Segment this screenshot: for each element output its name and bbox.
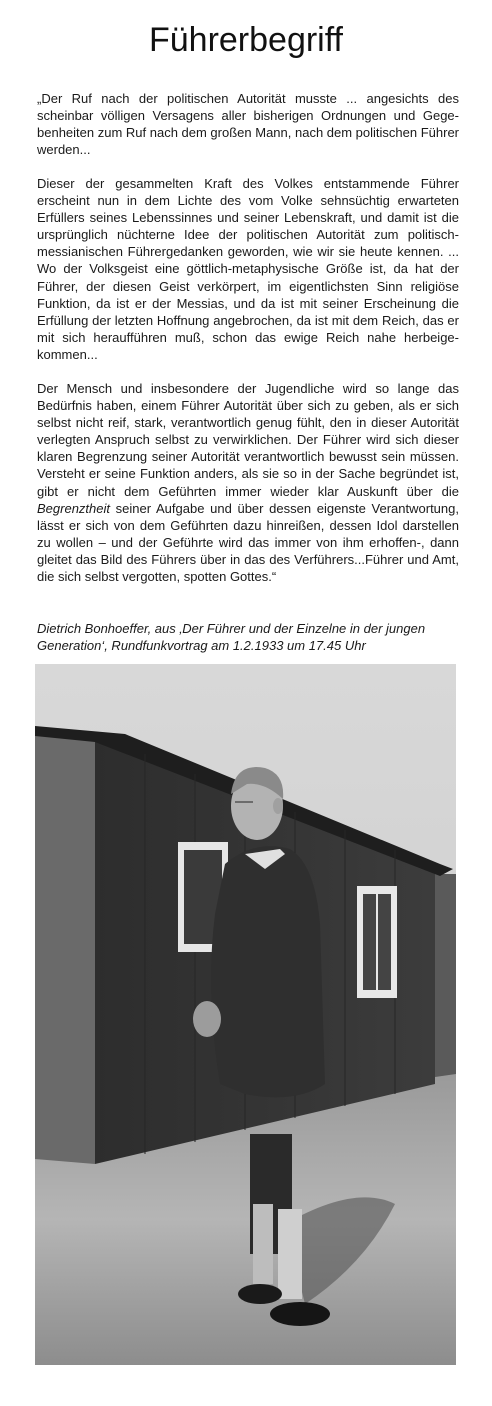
historical-photograph — [35, 664, 456, 1365]
emphasis-begrenztheit: Begrenztheit — [37, 500, 110, 516]
quote-paragraph-3-part-2: seiner Aufgabe und über dessen eigenste Verantwortung, lässt er sich von dem Geführten dazu hinreißen, dessen Idol darstellen zu wollen – und der Geführte wird das immer von ihm erhoffen-, dann gleitet das Bild des Führers über in das des Verführers...Führer und Amt, die sich selbst vergotten, spotten Gottes.“ — [37, 500, 459, 585]
photograph-illustration — [35, 664, 456, 1365]
page-title: Führerbegriff — [148, 21, 344, 59]
quote-paragraph-1: „Der Ruf nach der politischen Autorität musste ... angesichts des scheinbar völligen Versagens aller bisherigen Ordnungen und Gegebenheiten zum Ruf nach dem großen Mann, nach dem politischen Führer werden... — [37, 91, 460, 158]
quote-paragraph-3 — [37, 380, 459, 585]
source-caption: Dietrich Bonhoeffer, aus ‚Der Führer und der Einzelne in der jungen Generation‘, Rundfunkvortrag am 1.2.1933 um 17.45 Uhr — [37, 621, 426, 654]
quote-paragraph-2: Dieser der gesammelten Kraft des Volkes entstammende Führer erscheint nun in dem Lichte des vom Volke sehnsüchtig erwarteten Erfüllers seines Lebenssinnes und seiner Lebenskraft, und damit ist die ursprünglich nüchterne Idee der politischen Autorität zum politisch-messianischen Führergedanken geworden, wie wir sie heute kennen. ... Wo der Volksgeist eine göttlich-metaphysische Größe ist, da hat der Führer, der diesen Geist verkörpert, im eigentlichsten Sinn religiöse Funktion, da ist er der Messias, und da ist mit seiner Erscheinung die Erfüllung der letzten Hoffnung angebrochen, da ist mit dem Reich, das er mit sich heraufführen muß, schon das ewige Reich nahe herbeigekommen... — [37, 176, 459, 362]
quote-paragraph-3-part-1: Der Mensch und insbesondere der Jugendliche wird so lange das Bedürfnis haben, einem Führer Autorität über sich zu geben, als er sich selbst nicht reif, stark, verantwortlich genug fühlt, den in dieser Autorität verlegten Anspruch selbst zu verwirklichen. Der Führer wird sich dieser klaren Begrenzung seiner Autorität verantwortlich bewusst sein müssen. Versteht er seine Funktion anders, als sie so in der Sache begründet ist, gibt er nicht dem Geführten immer wieder klar Auskunft über die — [37, 381, 459, 499]
